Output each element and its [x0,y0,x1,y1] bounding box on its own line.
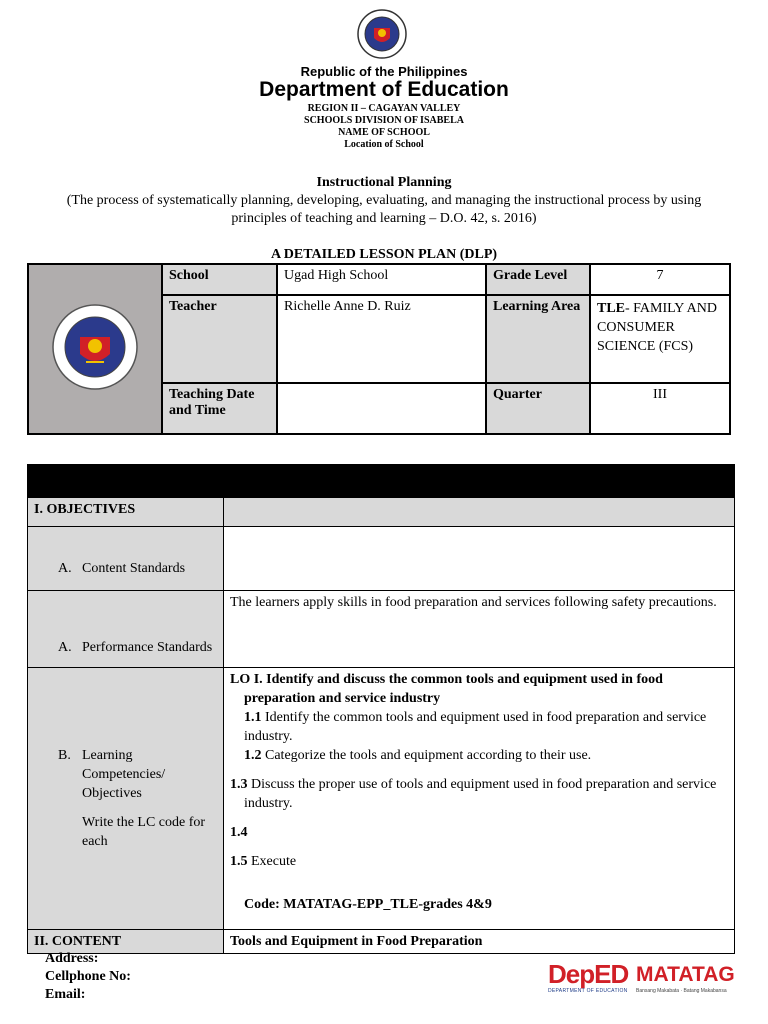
instructional-planning-title: Instructional Planning [316,175,452,190]
lo-1-4: 1.4 [230,825,248,840]
republic-text: Republic of the Philippines [300,64,468,79]
table-header-bar [28,465,735,498]
lesson-table [27,464,735,954]
learning-competencies-value [224,668,735,930]
cellphone-label: Cellphone No: [45,969,131,984]
school-label: School [162,264,277,295]
learning-area-prefix: TLE [597,301,626,316]
matatag-logo-text: MATATAG [636,963,735,986]
learning-area-value [590,295,730,383]
content-standards-cell [28,527,224,591]
grade-level-value: 7 [590,264,730,295]
department-title: Department of Education [259,78,509,101]
matatag-logo [636,962,736,998]
address-label: Address: [45,951,99,966]
info-table [27,263,731,435]
lo-heading: LO I. Identify and discuss the common tools and equipment used in food preparation and service industry [230,672,663,706]
content-standards-value [224,527,735,591]
content-section-value: Tools and Equipment in Food Preparation [224,930,735,954]
performance-standards-label: Performance Standards [82,640,213,655]
teacher-value: Richelle Anne D. Ruiz [277,295,486,383]
deped-logo [548,960,628,998]
content-section-label: II. CONTENT [28,930,224,954]
learning-area-label: Learning Area [486,295,590,383]
deped-logo-subtext: DEPARTMENT OF EDUCATION [548,988,628,994]
objectives-value [224,498,735,527]
lc-code-note: Write the LC code for each [82,815,206,849]
learning-competencies-cell [28,668,224,930]
lo-1-3: 1.3 Discuss the proper use of tools and equipment used in food preparation and service industry. [230,777,717,811]
grade-level-label: Grade Level [486,264,590,295]
logo-cell [28,264,162,434]
lo-1-2: 1.2 Categorize the tools and equipment according to their use. [244,748,592,763]
division-text: SCHOOLS DIVISION OF ISABELA [304,115,464,126]
region-text: REGION II – CAGAYAN VALLEY [307,103,461,114]
lo-1-1: 1.1 Identify the common tools and equipment used in food preparation and service industry. [244,710,707,744]
footer-contact [45,950,131,1004]
deped-seal-top [357,8,407,60]
performance-standards-value: The learners apply skills in food preparation and services following safety precautions. [224,591,735,668]
teacher-label: Teacher [162,295,277,383]
performance-standards-letter: A. [58,640,72,655]
learning-competencies-letter: B. [58,748,71,763]
instructional-planning-description: (The process of systematically planning, developing, evaluating, and managing the instructional process by using principles of teaching and learning – D.O. 42, s. 2016) [66,193,702,226]
teaching-date-value [277,383,486,434]
location-text: Location of School [344,139,424,150]
dlp-title: A DETAILED LESSON PLAN (DLP) [270,247,498,262]
content-standards-letter: A. [58,561,72,576]
teaching-date-label: Teaching Date and Time [162,383,277,434]
school-value: Ugad High School [277,264,486,295]
lo-1-5: 1.5 Execute [230,854,297,869]
quarter-value: III [590,383,730,434]
school-name-text: NAME OF SCHOOL [338,127,430,138]
objectives-label: I. OBJECTIVES [28,498,224,527]
learning-area-text: - FAMILY AND CONSUMER SCIENCE (FCS) [597,301,717,354]
email-label: Email: [45,987,86,1002]
matatag-logo-subtext: Bansang Makabata · Batang Makabansa [636,988,727,994]
deped-seal-icon [50,302,140,392]
deped-logo-text: DepED [548,959,629,989]
lc-code: Code: MATATAG-EPP_TLE-grades 4&9 [244,897,492,912]
quarter-label: Quarter [486,383,590,434]
content-standards-label: Content Standards [82,561,186,576]
performance-standards-cell [28,591,224,668]
learning-competencies-label: Learning Competencies/ Objectives [82,748,166,801]
